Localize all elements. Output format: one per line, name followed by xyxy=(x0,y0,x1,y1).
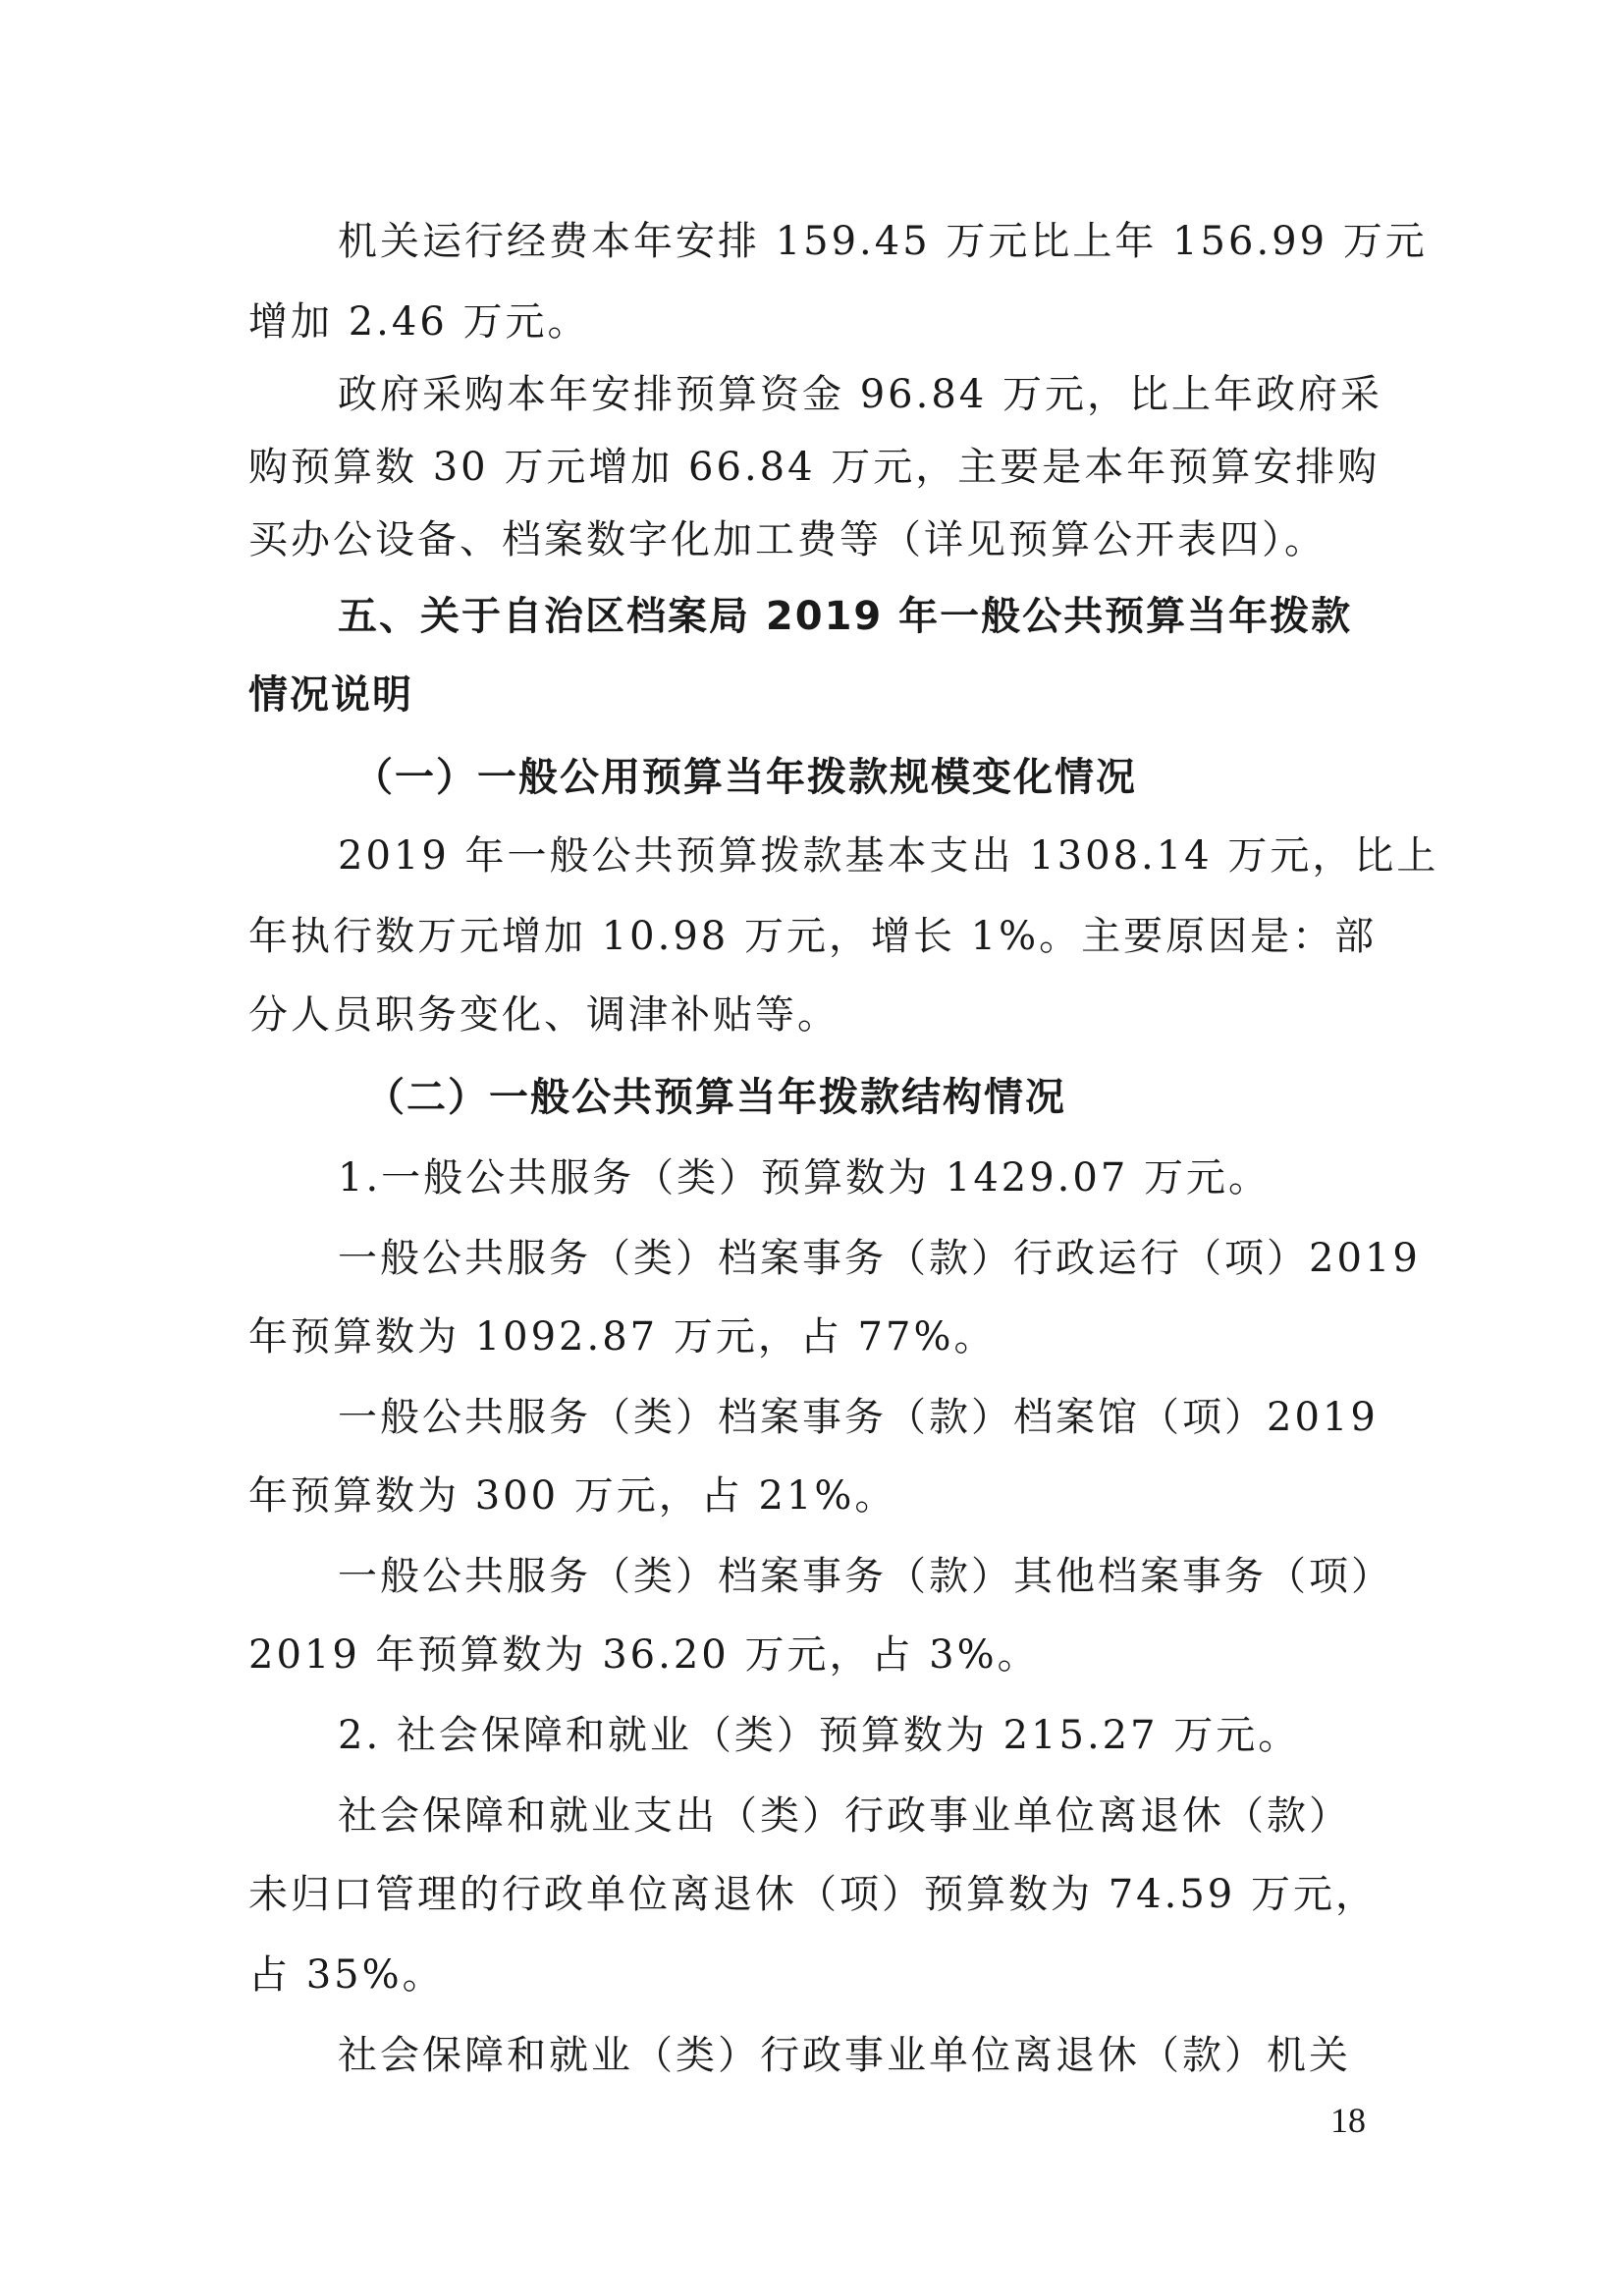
paragraph-line: 买办公设备、档案数字化加工费等（详见预算公开表四）。 xyxy=(248,517,1326,562)
page-number: 18 xyxy=(1330,2101,1366,2140)
paragraph-line: 年预算数为 300 万元，占 21%。 xyxy=(248,1473,897,1519)
subsection-heading: （二）一般公共预算当年拨款结构情况 xyxy=(365,1075,1066,1120)
paragraph-line: 一般公共服务（类）档案事务（款）档案馆（项）2019 xyxy=(338,1395,1379,1440)
paragraph-line: 政府采购本年安排预算资金 96.84 万元，比上年政府采 xyxy=(338,372,1382,417)
section-heading: 五、关于自治区档案局 2019 年一般公共预算当年拨款 xyxy=(338,594,1353,639)
paragraph-line: 增加 2.46 万元。 xyxy=(248,299,590,345)
section-heading: 情况说明 xyxy=(248,672,413,718)
paragraph-line: 一般公共服务（类）档案事务（款）其他档案事务（项） xyxy=(338,1554,1393,1599)
paragraph-line: 2. 社会保障和就业（类）预算数为 215.27 万元。 xyxy=(338,1713,1301,1758)
paragraph-line: 未归口管理的行政单位离退休（项）预算数为 74.59 万元， xyxy=(248,1872,1378,1917)
subsection-heading: （一）一般公用预算当年拨款规模变化情况 xyxy=(353,755,1137,800)
paragraph-line: 2019 年预算数为 36.20 万元，占 3%。 xyxy=(248,1632,1040,1678)
paragraph-line: 2019 年一般公共预算拨款基本支出 1308.14 万元，比上 xyxy=(338,833,1439,879)
paragraph-line: 社会保障和就业（类）行政事业单位离退休（款）机关 xyxy=(338,2033,1351,2078)
paragraph-line: 分人员职务变化、调津补贴等。 xyxy=(248,992,839,1038)
paragraph-line: 购预算数 30 万元增加 66.84 万元，主要是本年预算安排购 xyxy=(248,445,1380,490)
paragraph-line: 一般公共服务（类）档案事务（款）行政运行（项）2019 xyxy=(338,1236,1421,1281)
paragraph-line: 占 35%。 xyxy=(248,1952,445,1998)
paragraph-line: 机关运行经费本年安排 159.45 万元比上年 156.99 万元 xyxy=(338,219,1428,264)
paragraph-line: 1.一般公共服务（类）预算数为 1429.07 万元。 xyxy=(338,1155,1272,1201)
paragraph-line: 年执行数万元增加 10.98 万元，增长 1%。主要原因是：部 xyxy=(248,914,1378,959)
paragraph-line: 年预算数为 1092.87 万元，占 77%。 xyxy=(248,1314,997,1360)
paragraph-line: 社会保障和就业支出（类）行政事业单位离退休（款） xyxy=(338,1793,1351,1839)
